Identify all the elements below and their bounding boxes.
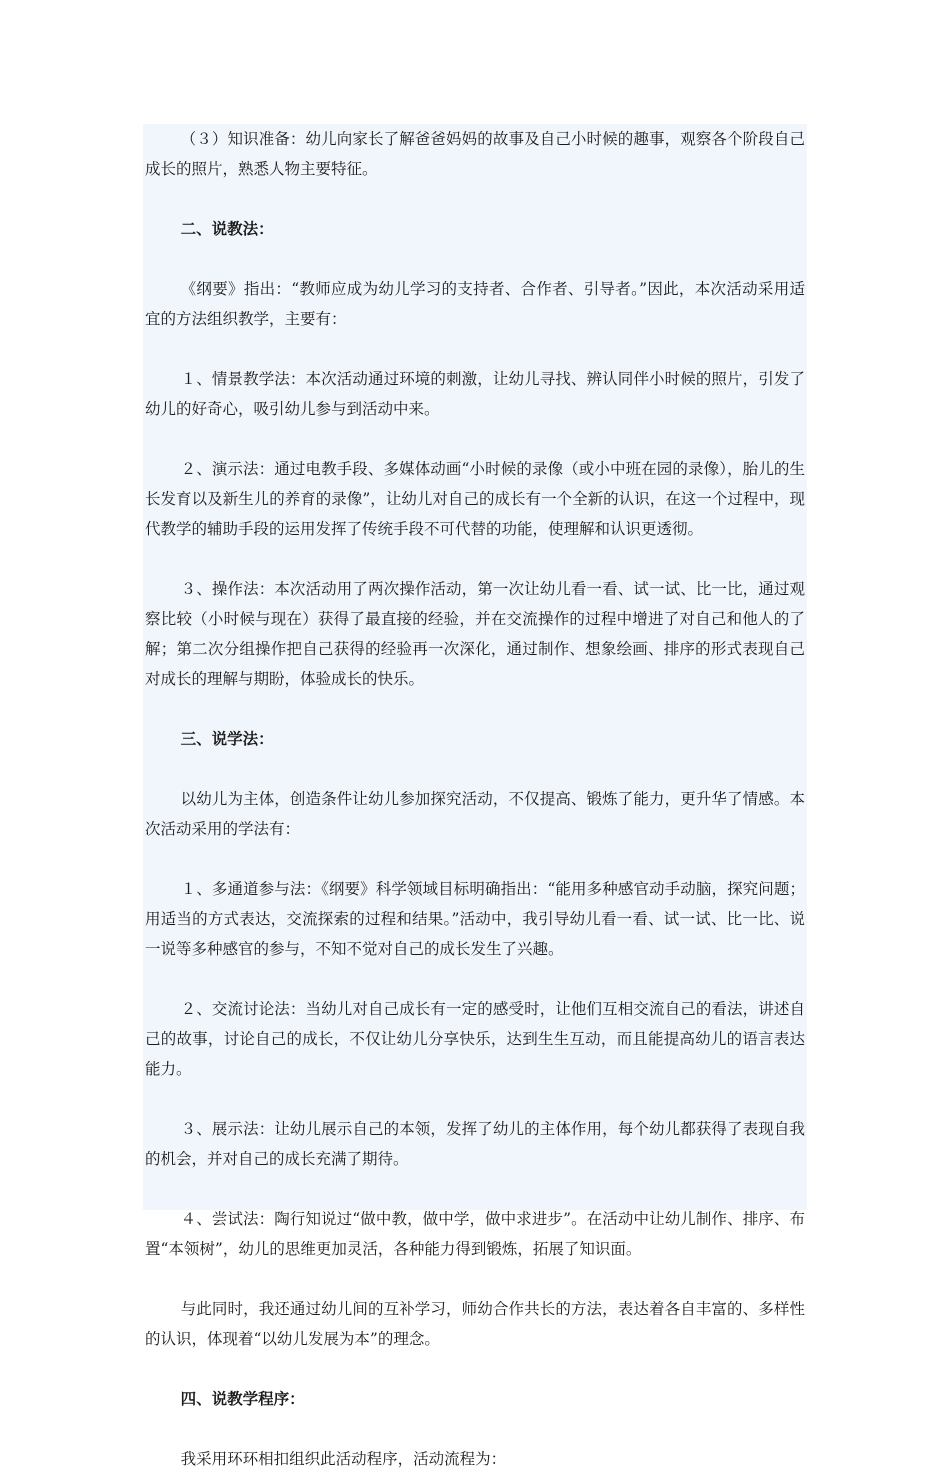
paragraph-gap bbox=[145, 1084, 805, 1114]
paragraph-gap bbox=[145, 964, 805, 994]
paragraph-gap bbox=[145, 334, 805, 364]
document-body bbox=[143, 124, 807, 1468]
paragraph-child-centered: 以幼儿为主体，创造条件让幼儿参加探究活动，不仅提高、锻炼了能力，更升华了情感。本次活动采用的学法有： bbox=[145, 790, 805, 838]
paragraph-activity-flow: 我采用环环相扣组织此活动程序，活动流程为： bbox=[180, 1450, 507, 1468]
paragraph-trial-method: ４、尝试法：陶行知说过“做中教，做中学，做中求进步”。在活动中让幼儿制作、排序、布置“本领树”，幼儿的思维更加灵活，各种能力得到锻炼，拓展了知识面。 bbox=[145, 1210, 805, 1258]
paragraph-gap bbox=[145, 754, 805, 784]
paragraph-scenario-method: １、情景教学法：本次活动通过环境的刺激，让幼儿寻找、辨认同伴小时候的照片，引发了幼儿的好奇心，吸引幼儿参与到活动中来。 bbox=[145, 370, 805, 418]
paragraph-discussion-method: ２、交流讨论法：当幼儿对自己成长有一定的感受时，让他们互相交流自己的看法，讲述自己的故事，讨论自己的成长，不仅让幼儿分享快乐，达到生生互动，而且能提高幼儿的语言表达能力。 bbox=[145, 1000, 805, 1078]
paragraph-gap bbox=[145, 424, 805, 454]
section-heading-teaching-procedure: 四、说教学程序： bbox=[180, 1389, 305, 1408]
paragraph-gap bbox=[145, 1414, 805, 1444]
paragraph-knowledge-prep: （３）知识准备：幼儿向家长了解爸爸妈妈的故事及自己小时候的趣事，观察各个阶段自己成长的照片，熟悉人物主要特征。 bbox=[145, 130, 805, 178]
paragraph-gap bbox=[145, 184, 805, 214]
paragraph-operation-method: ３、操作法：本次活动用了两次操作活动，第一次让幼儿看一看、试一试、比一比，通过观察比较（小时候与现在）获得了最直接的经验，并在交流操作的过程中增进了对自己和他人的了解；第二次分组操作把自己获得的经验再一次深化，通过制作、想象绘画、排序的形式表现自己对成长的理解与期盼，体验成长的快乐。 bbox=[145, 580, 805, 688]
paragraph-demonstration-method: ２、演示法：通过电教手段、多媒体动画“小时候的录像（或小中班在园的录像），胎儿的生长发育以及新生儿的养育的录像”，让幼儿对自己的成长有一个全新的认识，在这一个过程中，现代教学的辅助手段的运用发挥了传统手段不可代替的功能，使理解和认识更透彻。 bbox=[145, 460, 805, 538]
section-heading-learning-method: 三、说学法： bbox=[180, 729, 274, 748]
section-heading-teaching-method: 二、说教法： bbox=[180, 219, 274, 238]
paragraph-display-method: ３、展示法：让幼儿展示自己的本领，发挥了幼儿的主体作用，每个幼儿都获得了表现自我的机会，并对自己的成长充满了期待。 bbox=[145, 1120, 805, 1168]
paragraph-guideline-quote: 《纲要》指出：“教师应成为幼儿学习的支持者、合作者、引导者。”因此，本次活动采用适宜的方法组织教学，主要有： bbox=[145, 280, 805, 328]
paragraph-gap bbox=[145, 844, 805, 874]
paragraph-gap bbox=[145, 244, 805, 274]
paragraph-gap bbox=[145, 1264, 805, 1294]
paragraph-multichannel-method: １、多通道参与法：《纲要》科学领域目标明确指出：“能用多种感官动手动脑，探究问题；用适当的方式表达，交流探索的过程和结果。”活动中，我引导幼儿看一看、试一试、比一比、说一说等多种感官的参与，不知不觉对自己的成长发生了兴趣。 bbox=[145, 880, 805, 958]
paragraph-gap bbox=[145, 694, 805, 724]
paragraph-gap bbox=[145, 544, 805, 574]
paragraph-mutual-learning: 与此同时，我还通过幼儿间的互补学习，师幼合作共长的方法，表达着各自丰富的、多样性的认识，体现着“以幼儿发展为本”的理念。 bbox=[145, 1300, 805, 1348]
paragraph-gap bbox=[145, 1354, 805, 1384]
paragraph-gap bbox=[145, 1174, 805, 1204]
